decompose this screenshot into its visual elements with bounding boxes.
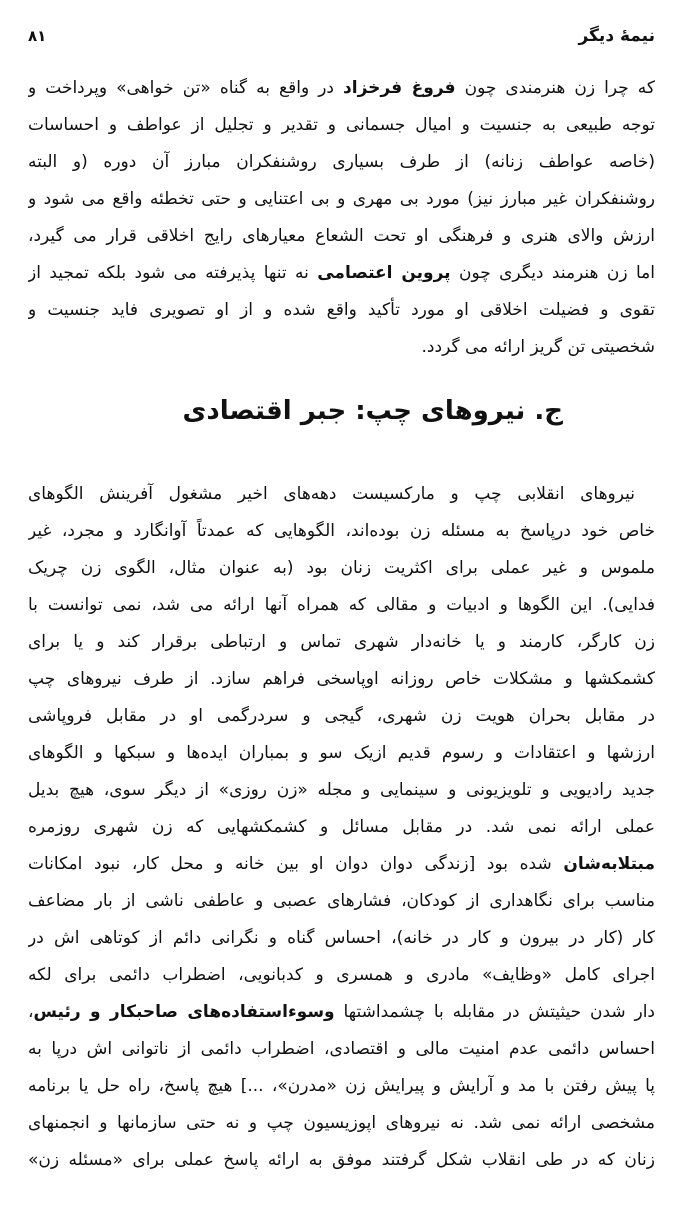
section-heading: ج. نیروهای چپ: جبر اقتصادی xyxy=(182,396,563,426)
text-line: در مقابل بحران هویت زن شهری، گیجی و سردرگمی او در مقابل فروپاشی xyxy=(28,706,655,726)
paragraph-1 xyxy=(28,70,655,366)
text-line: کار (کار در بیرون و کار در خانه)، احساس گناه و نگرانی دائم از کوتاهی اش در xyxy=(28,928,655,948)
paragraph-2 xyxy=(28,476,655,1179)
text-line: خاص خود درپاسخ به مسئله زن بوده‌اند، الگوهایی که عمدتاً آوانگارد و مجرد، غیر xyxy=(28,521,655,541)
text-line: مبتلابه‌شان شده بود [زندگی دوان دوان او بین خانه و محل کار، نبود امکانات xyxy=(28,854,655,874)
text-line: مناسب برای نگاهداری از کودکان، فشارهای عصبی و عاطفی ناشی از بار مضاعف xyxy=(28,891,655,911)
text-line: اما زن هنرمند دیگری چون پروین اعتصامی نه تنها پذیرفته می شود بلکه تمجید از xyxy=(28,263,655,283)
text-line: مشخصی ارائه نمی شد. نه نیروهای اپوزیسیون چپ و نه حتی سازمانها و انجمنهای xyxy=(28,1113,655,1133)
text-line: احساس دائمی عدم امنیت مالی و اقتصادی، اضطراب دائمی از ناتوانی اش درپا به xyxy=(28,1039,655,1059)
text-line: ارزش والای هنری و فرهنگی او تحت الشعاع معیارهای رایج اخلاقی قرار می گیرد، xyxy=(28,226,655,246)
text-line: تقوی و فضیلت اخلاقی او مورد تأکید واقع شده و از او تصویری فاید جنسیت و xyxy=(28,300,655,320)
journal-title: نیمهٔ دیگر xyxy=(578,26,655,46)
bold-phrase: فروغ فرخزاد xyxy=(343,78,456,98)
bold-phrase: پروین اعتصامی xyxy=(317,263,451,283)
text-line: کشمکشها و مشکلات خاص روزانه اوپاسخی فراهم سازد. از طرف نیروهای چپ xyxy=(28,669,655,689)
bold-phrase: وسوءاستفاده‌های صاحبکار و رئیس xyxy=(33,1002,335,1022)
text-line: شخصیتی تن گریز ارائه می گردد. xyxy=(421,337,655,357)
text-line: روشنفکران غیر مبارز نیز) مورد بی مهری و بی اعتنایی و حتی تخطئه واقع می شود و xyxy=(28,189,655,209)
page-header xyxy=(28,26,655,50)
text-line: زنان که در طی انقلاب شکل گرفتند موفق به ارائه پاسخ عملی برای «مسئله زن» xyxy=(28,1150,655,1170)
bold-phrase: مبتلابه‌شان xyxy=(563,854,655,874)
text-line: زن کارگر، کارمند و یا خانه‌دار شهری تماس و ارتباطی برقرار کند و یا برای xyxy=(28,632,655,652)
text-line: دار شدن حیثیتش در مقابله با چشمداشتها وسوءاستفاده‌های صاحبکار و رئیس، xyxy=(28,1002,655,1022)
text-line: فدایی). این الگوها و ادبیات و مقالی که همراه آنها ارائه می شد، نمی توانست با xyxy=(28,595,655,615)
text-line: (خاصه عواطف زنانه) از طرف بسیاری روشنفکران مبارز آن دوره (و البته xyxy=(28,152,655,172)
text-line: عملی ارائه نمی شد. در مقابل مسائل و کشمکشهایی که زن شهری روزمره xyxy=(28,817,655,837)
text-line: توجه طبیعی به جنسیت و امیال جسمانی و تقدیر و تجلیل از عواطف و احساسات xyxy=(28,115,655,135)
text-line: ارزشها و اعتقادات و رسوم قدیم ازیک سو و بمباران ایده‌ها و سبکها و الگوهای xyxy=(28,743,655,763)
text-line: جدید رادیویی و تلویزیونی و سینمایی و مجله «زن روزی» از دیگر سوی، هیچ بدیل xyxy=(28,780,655,800)
text-line: نیروهای انقلابی چپ و مارکسیست دهه‌های اخیر مشغول آفرینش الگوهای xyxy=(28,484,635,504)
text-line: که چرا زن هنرمندی چون فروغ فرخزاد در واقع به گناه «تن خواهی» وپرداخت و xyxy=(28,78,655,98)
text-line: پا پیش رفتن با مد و آرایش و پیرایش زن «مدرن»، ...] هیچ پاسخ، راه حل یا برنامه xyxy=(28,1076,655,1096)
text-line: ملموس و غیر عملی برای اکثریت زنان بود (به عنوان مثال، الگوی زن چریک xyxy=(28,558,655,578)
page-number: ۸۱ xyxy=(28,27,47,45)
text-line: اجرای کامل «وظایف» مادری و همسری و کدبانویی، اضطراب دائمی برای لکه xyxy=(28,965,655,985)
